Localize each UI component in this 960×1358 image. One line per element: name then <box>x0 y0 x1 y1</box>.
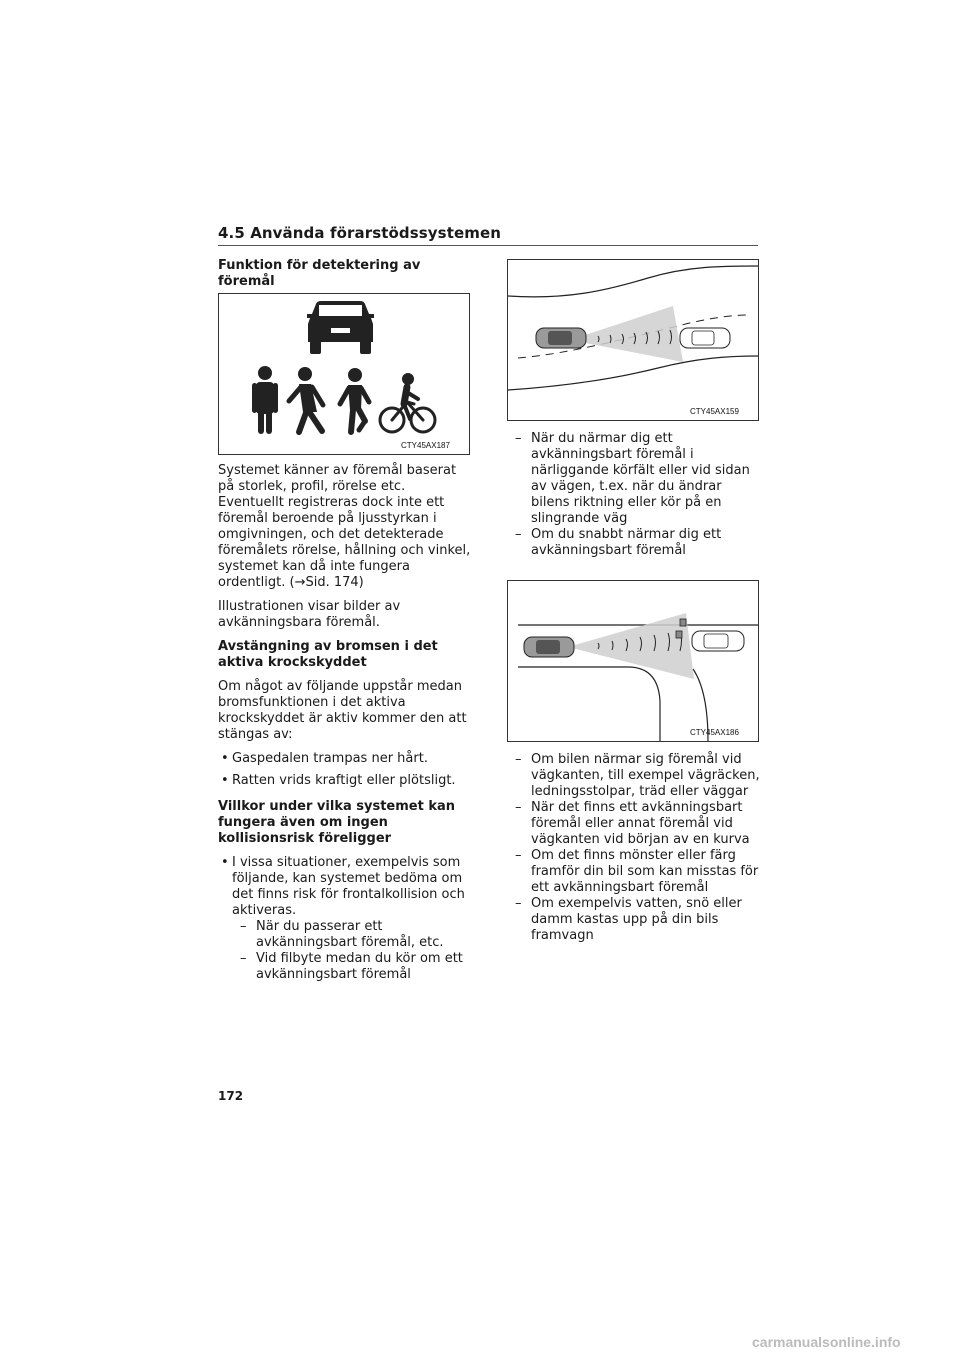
sub-list <box>218 919 472 983</box>
section-title: 4.5 Använda förarstödssystemen <box>218 224 502 242</box>
sensor-beam <box>568 613 694 679</box>
sensor-beam <box>570 306 683 362</box>
header-rule <box>218 245 758 246</box>
target-car-icon <box>680 328 730 348</box>
dash-item-patterns: – Om det finns mönster eller färg framför din bil som kan misstas för ett avkänningsbart föremål <box>507 848 762 896</box>
figure-code-label: CTY45AX159 <box>690 407 739 416</box>
own-car-icon <box>536 328 586 348</box>
figure-detectable-objects <box>218 293 470 455</box>
detectable-objects-illustration <box>219 294 469 454</box>
bullet-accelerator: • Gaspedalen trampas ner hårt. <box>218 751 472 767</box>
dash-item-water-snow: – Om exempelvis vatten, snö eller damm kastas upp på din bils framvagn <box>507 896 762 944</box>
figure-curved-road <box>507 259 759 421</box>
paragraph-illustration-note: Illustrationen visar bilder av avkänningsbara föremål. <box>218 599 401 630</box>
dash-item-adjacent-lane: – När du närmar dig ett avkänningsbart föremål i närliggande körfält eller vid sidan av vägen, t.ex. när du ändrar bilens riktning eller kör på en slingrande väg <box>507 431 762 527</box>
figure-corner <box>507 580 759 742</box>
heading-unintended-activation: Villkor under vilka systemet kan fungera även om ingen kollisionsrisk föreligger <box>218 799 456 846</box>
own-car-icon <box>524 637 574 657</box>
page-number: 172 <box>218 1089 244 1103</box>
car-front-icon <box>307 301 374 354</box>
sub-item-lane-change: – Vid filbyte medan du kör om ett avkänningsbart föremål <box>232 951 472 983</box>
target-car-icon <box>692 631 744 651</box>
paragraph-brake-cancel-intro: Om något av följande uppstår medan bromsfunktionen i det aktiva krockskyddet är aktiv kommer den att stängas av: <box>218 679 467 742</box>
pedestrian-standing-icon <box>252 366 278 434</box>
heading-object-detection: Funktion för detektering av föremål <box>218 258 421 289</box>
left-column <box>218 258 472 298</box>
dash-item-roadside-objects: – Om bilen närmar sig föremål vid vägkanten, till exempel vägräcken, ledningsstolpar, träd eller väggar <box>507 752 762 800</box>
pedestrian-walking-icon <box>289 367 323 432</box>
pedestrian-running-icon <box>340 368 369 432</box>
left-column-body <box>218 463 472 983</box>
dash-item-curve-start: – När det finns ett avkänningsbart föremål eller annat föremål vid vägkanten vid början av en kurva <box>507 800 762 848</box>
corner-illustration <box>508 581 758 741</box>
dash-item-rapid-approach: – Om du snabbt närmar dig ett avkänningsbart föremål <box>507 527 762 559</box>
right-list-1 <box>522 431 762 559</box>
bullet-steering: • Ratten vrids kraftigt eller plötsligt. <box>218 773 472 789</box>
right-list-2 <box>522 752 762 944</box>
heading-brake-cancel: Avstängning av bromsen i det aktiva krockskyddet <box>218 639 438 670</box>
cyclist-icon <box>380 373 435 432</box>
figure-code-label: CTY45AX186 <box>690 728 739 737</box>
curved-road-illustration <box>508 260 758 420</box>
figure-code-label: CTY45AX187 <box>401 441 450 450</box>
sub-item-passing: – När du passerar ett avkänningsbart föremål, etc. <box>232 919 472 951</box>
paragraph-detection-description: Systemet känner av föremål baserat på storlek, profil, rörelse etc. Eventuellt registreras dock inte ett föremål beroende på ljusstyrkan i omgivningen, och det detekterade föremålets rörelse, hållning och vinkel, systemet kan då inte fungera ordentligt. (→Sid. 174) <box>218 463 471 590</box>
watermark: carmanualsonline.info <box>752 1334 901 1350</box>
bullet-situations: • I vissa situationer, exempelvis som följande, kan systemet bedöma om det finns risk för frontalkollision och aktiveras. <box>218 855 472 919</box>
